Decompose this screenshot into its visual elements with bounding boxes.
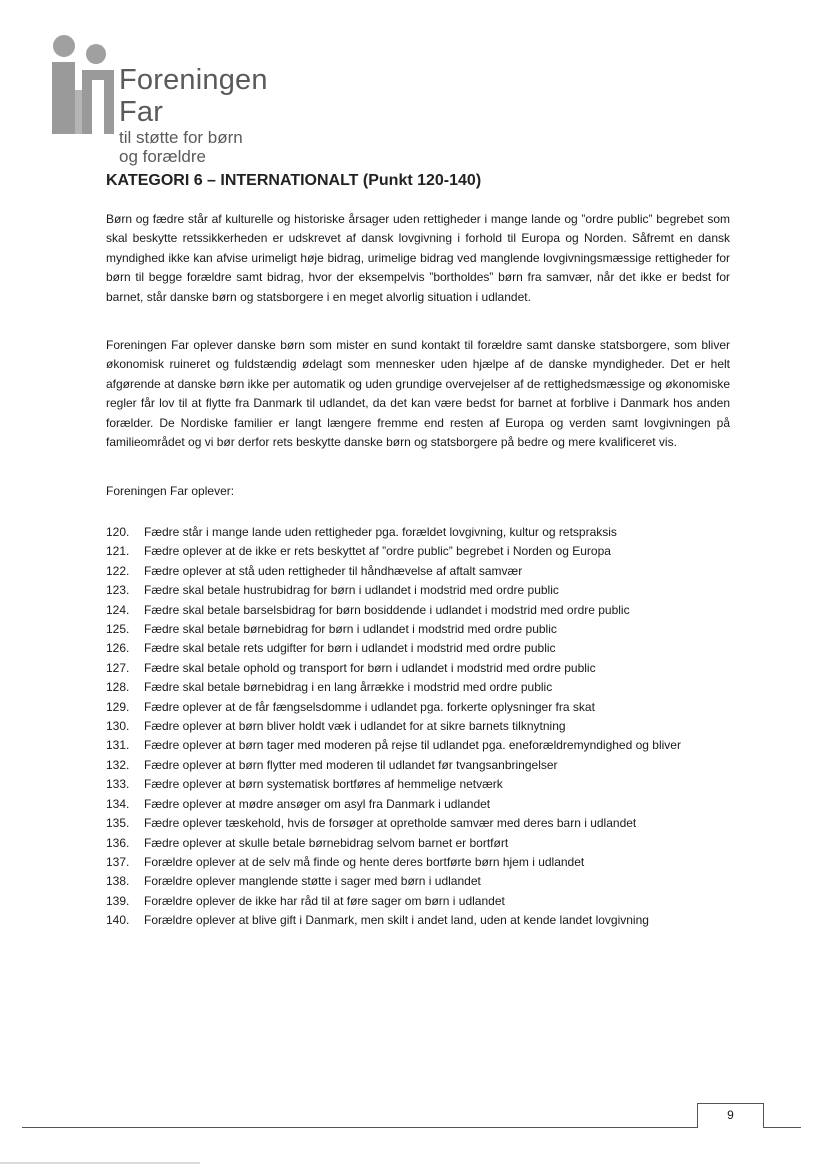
list-item — [106, 562, 766, 581]
list-item-text: Fædre oplever at stå uden rettigheder til håndhævelse af aftalt samvær — [144, 563, 523, 578]
list-item-number: 136. — [106, 835, 130, 850]
page-number: 9 — [727, 1108, 734, 1122]
list-item — [106, 736, 766, 755]
list-item-number: 122. — [106, 563, 130, 578]
list-item — [106, 639, 766, 658]
paragraph-2: Foreningen Far oplever danske børn som mister en sund kontakt til forældre samt danske statsborgere, som bliver økonomisk ruineret og fuldstændig ødelagt som mennesker uden hjælpe af de danske myndigheder. Det er helt afgørende at danske børn ikke per automatik og uden grundige overvejelser af de rettighedsmæssige og økonomiske regler får lov til at flytte fra Danmark til udlandet, da det kan være bedst for barnet at forblive i Danmark hos anden forælder. De Nordiske familier er langt længere fremme end resten af Europa og verden samt lovgivningen på familieområdet og vi bør derfor rets beskytte danske børn og statsborgere på bedre og mere kvalificeret vis. — [106, 338, 730, 450]
list-item-text: Fædre skal betale barselsbidrag for børn bosiddende i udlandet i modstrid med ordre public — [144, 602, 630, 617]
list-item-number: 139. — [106, 893, 130, 908]
logo-title: Foreningen Far — [119, 64, 268, 128]
list-item — [106, 892, 766, 911]
section-heading: KATEGORI 6 – INTERNATIONALT (Punkt 120-140) — [106, 172, 482, 189]
list-item-text: Forældre oplever at blive gift i Danmark, men skilt i andet land, uden at kende landet lovgivning — [144, 913, 649, 928]
list-item-number: 130. — [106, 719, 130, 734]
list-intro: Foreningen Far oplever: — [106, 484, 235, 498]
list-item-number: 126. — [106, 641, 130, 656]
list-item-text: Forældre oplever manglende støtte i sager med børn i udlandet — [144, 874, 481, 889]
list-item-number: 134. — [106, 796, 130, 811]
list-item — [106, 795, 766, 814]
list-item-number: 135. — [106, 816, 130, 831]
list-item-text: Fædre oplever at børn flytter med moderen til udlandet før tvangsanbringelser — [144, 757, 558, 772]
list-item — [106, 523, 766, 542]
list-item-text: Fædre oplever at mødre ansøger om asyl fra Danmark i udlandet — [144, 796, 491, 811]
footer-rule-right — [763, 1127, 801, 1128]
paragraph-1: Børn og fædre står af kulturelle og historiske årsager uden rettigheder i mange lande og ”ordre public” begrebet som skal beskytte retssikkerheden er udskrevet af dansk lovgivning i forhold til Europa og Norden. Såfremt en dansk myndighed ikke kan afvise urimeligt høje bidrag, urimelige bidrag ved manglende lovgivningsmæssige rettigheder for børn til begge forældre samt bidrag, hvor der eksempelvis ”bortholdes” børn fra samvær, når det ikke er bedst for barnet, står danske børn og statsborgere i en meget alvorlig situation i udlandet. — [106, 212, 730, 304]
list-item — [106, 814, 766, 833]
list-item — [106, 775, 766, 794]
footer-rule — [22, 1127, 697, 1128]
list-item — [106, 911, 766, 930]
list-item — [106, 601, 766, 620]
list-item-number: 127. — [106, 660, 130, 675]
list-item-number: 128. — [106, 680, 130, 695]
logo-subtitle-2: og forældre — [119, 147, 206, 166]
list-item — [106, 872, 766, 891]
logo — [50, 34, 310, 166]
list-item-number: 124. — [106, 602, 130, 617]
list-item — [106, 542, 766, 561]
list-item-text: Fædre oplever at de får fængselsdomme i udlandet pga. forkerte oplysninger fra skat — [144, 699, 595, 714]
list-item-number: 120. — [106, 525, 130, 539]
list-item — [106, 834, 766, 853]
list-item-text: Fædre skal betale rets udgifter for børn i udlandet i modstrid med ordre public — [144, 641, 556, 656]
list-item-number: 133. — [106, 777, 130, 792]
list-item-text: Forældre oplever de ikke har råd til at føre sager om børn i udlandet — [144, 893, 505, 908]
list-item — [106, 717, 766, 736]
logo-subtitle-1: til støtte for børn — [119, 128, 243, 147]
list-item — [106, 581, 766, 600]
list-item — [106, 853, 766, 872]
list-item-text: Fædre oplever at børn bliver holdt væk i udlandet for at sikre barnets tilknytning — [144, 719, 566, 734]
list-item-text: Fædre skal betale hustrubidrag for børn i udlandet i modstrid med ordre public — [144, 583, 559, 598]
list-item-number: 131. — [106, 738, 130, 753]
list-item-text: Fædre oplever at skulle betale børnebidrag selvom barnet er bortført — [144, 835, 509, 850]
list-item-text: Forældre oplever at de selv må finde og hente deres bortførte børn hjem i udlandet — [144, 854, 585, 869]
list-item-number: 132. — [106, 757, 130, 772]
numbered-list — [106, 523, 766, 931]
scan-edge — [0, 1162, 200, 1164]
list-item-text: Fædre oplever tæskehold, hvis de forsøger at opretholde samvær med deres barn i udlandet — [144, 816, 637, 831]
list-item-number: 138. — [106, 874, 130, 889]
list-item — [106, 698, 766, 717]
list-item-text: Fædre oplever at børn tager med moderen på rejse til udlandet pga. eneforældremyndighed og bliver — [144, 738, 681, 753]
list-item-text: Fædre skal betale børnebidrag for børn i udlandet i modstrid med ordre public — [144, 622, 557, 637]
list-item — [106, 659, 766, 678]
list-item-text: Fædre skal betale børnebidrag i en lang årrække i modstrid med ordre public — [144, 680, 553, 695]
list-item-text: Fædre står i mange lande uden rettigheder pga. forældet lovgivning, kultur og retspraksis — [144, 525, 617, 539]
list-item-number: 123. — [106, 583, 130, 598]
list-item-number: 125. — [106, 622, 130, 637]
list-item-number: 140. — [106, 913, 130, 928]
list-item-text: Fædre skal betale ophold og transport for børn i udlandet i modstrid med ordre public — [144, 660, 596, 675]
page-number-box — [697, 1103, 764, 1128]
list-item-number: 121. — [106, 544, 130, 559]
list-item-number: 129. — [106, 699, 130, 714]
foreningen-far-logo-icon — [50, 34, 116, 134]
list-item — [106, 678, 766, 697]
list-item — [106, 620, 766, 639]
list-item-text: Fædre oplever at børn systematisk bortføres af hemmelige netværk — [144, 777, 503, 792]
list-item-number: 137. — [106, 854, 130, 869]
list-item — [106, 756, 766, 775]
list-item-text: Fædre oplever at de ikke er rets beskyttet af ”ordre public” begrebet i Norden og Europa — [144, 544, 611, 559]
